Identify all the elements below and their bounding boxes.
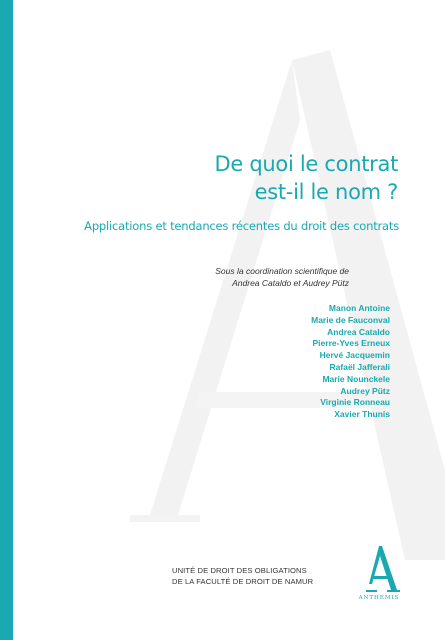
coordination-credit xyxy=(89,265,349,289)
series-line-1: UNITÉ DE DROIT DES OBLIGATIONS xyxy=(172,566,307,575)
author-name: Xavier Thunis xyxy=(334,409,390,420)
author-list xyxy=(190,303,390,421)
series-line-2: DE LA FACULTÉ DE DROIT DE NAMUR xyxy=(172,576,314,586)
book-title xyxy=(68,150,398,206)
anthemis-a-logo-icon xyxy=(357,544,401,594)
author-name: Andrea Cataldo xyxy=(327,326,390,337)
book-subtitle: Applications et tendances récentes du droit des contrats xyxy=(84,219,399,233)
author-name: Marie Nounckele xyxy=(322,373,390,384)
author-name: Manon Antoine xyxy=(328,303,390,313)
coordination-line-2: Andrea Cataldo et Audrey Pütz xyxy=(232,278,349,288)
author-name: Hervé Jacquemin xyxy=(319,350,390,361)
series-credit xyxy=(172,566,362,587)
publisher-name: ANTHEMIS xyxy=(358,595,400,601)
title-line-1: De quoi le contrat xyxy=(214,152,398,176)
coordination-line-1: Sous la coordination scientifique de xyxy=(215,266,349,276)
author-name: Marie de Fauconval xyxy=(311,314,390,325)
author-name: Pierre-Yves Erneux xyxy=(312,338,390,349)
author-name: Virginie Ronneau xyxy=(320,397,390,408)
author-name: Audrey Pütz xyxy=(340,385,390,396)
author-name: Rafaël Jafferali xyxy=(329,361,390,372)
title-line-2: est-il le nom ? xyxy=(254,180,398,204)
